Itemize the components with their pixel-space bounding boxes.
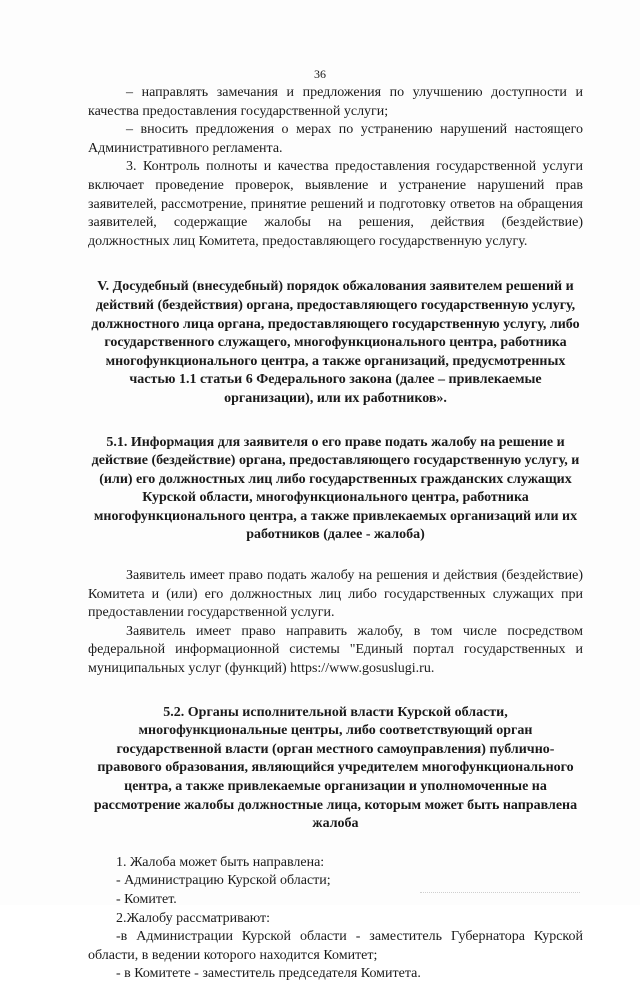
list-item: - Комитет.	[116, 891, 177, 907]
paragraph-control: 3. Контроль полноты и качества предоставления государственной услуги включает проведение проверок, выявление и устранение нарушений прав заявителей, рассмотрение, принятие решений и подготовку ответов на обращения заявителей, содержащие жалобы на решения, действия (бездействие) должностных лиц Комитета, предоставляющего государственную услугу.	[88, 159, 583, 249]
page-number: 36	[314, 67, 326, 81]
paragraph-right-to-complain: Заявитель имеет право подать жалобу на решения и действия (бездействие) Комитета и (или) его должностных лиц либо государственных служащих при предоставлении государственной услуги.	[88, 568, 583, 621]
list-item: -в Администрации Курской области - заместитель Губернатора Курской области, в ведении которого находится Комитет;	[88, 929, 583, 963]
list-item: - в Комитете - заместитель председателя Комитета.	[116, 966, 421, 982]
subsection-heading-5-2: 5.2. Органы исполнительной власти Курской области, многофункциональные центры, либо соответствующий орган государственной власти (орган местного самоуправления) публично-правового образования, являющийся учредителем многофункционального центра, а также привлекаемые организации и уполномоченные на рассмотрение жалобы должностные лица, которым может быть направлена жалоба	[93, 704, 578, 832]
paragraph-gosuslugi: Заявитель имеет право направить жалобу, в том числе посредством федеральной информационной системы "Единый портал государственных и муниципальных услуг (функций) https://www.gosuslugi.ru.	[88, 623, 583, 677]
section-heading: V. Досудебный (внесудебный) порядок обжалования заявителем решений и действий (бездействия) органа, предоставляющего государственную услугу, должностного лица органа, предоставляющего государственную услугу, либо государственного служащего, многофункционального центра, работника многофункционального центра, а также организаций, предусмотренных частью 1.1 статьи 6 Федерального закона (далее – привлекаемые организации), или их работников».	[91, 279, 580, 406]
spacer	[88, 834, 583, 854]
list-item: 2.Жалобу рассматривают:	[116, 910, 271, 926]
list-item: - Администрацию Курской области;	[116, 873, 331, 889]
list-item: 1. Жалоба может быть направлена:	[116, 854, 325, 870]
spacer	[88, 545, 583, 567]
paragraph-proposals: – вносить предложения о мерах по устранению нарушений настоящего Административного регламента.	[88, 122, 583, 156]
subsection-heading-5-1: 5.1. Информация для заявителя о его праве подать жалобу на решение и действие (бездействие) органа, предоставляющего государственную услугу, и (или) его должностных лиц либо государственных гражданских служащих Курской области, многофункционального центра, работника многофункционального центра, а также привлекаемых организаций или их работников (далее - жалоба)	[91, 434, 580, 543]
paragraph-remarks: – направлять замечания и предложения по улучшению доступности и качества предоставления государственной услуги;	[88, 85, 583, 119]
document-body	[88, 84, 583, 984]
spacer	[88, 251, 583, 278]
spacer	[88, 679, 583, 704]
spacer	[88, 409, 583, 434]
scan-artifact-divider	[420, 892, 580, 896]
